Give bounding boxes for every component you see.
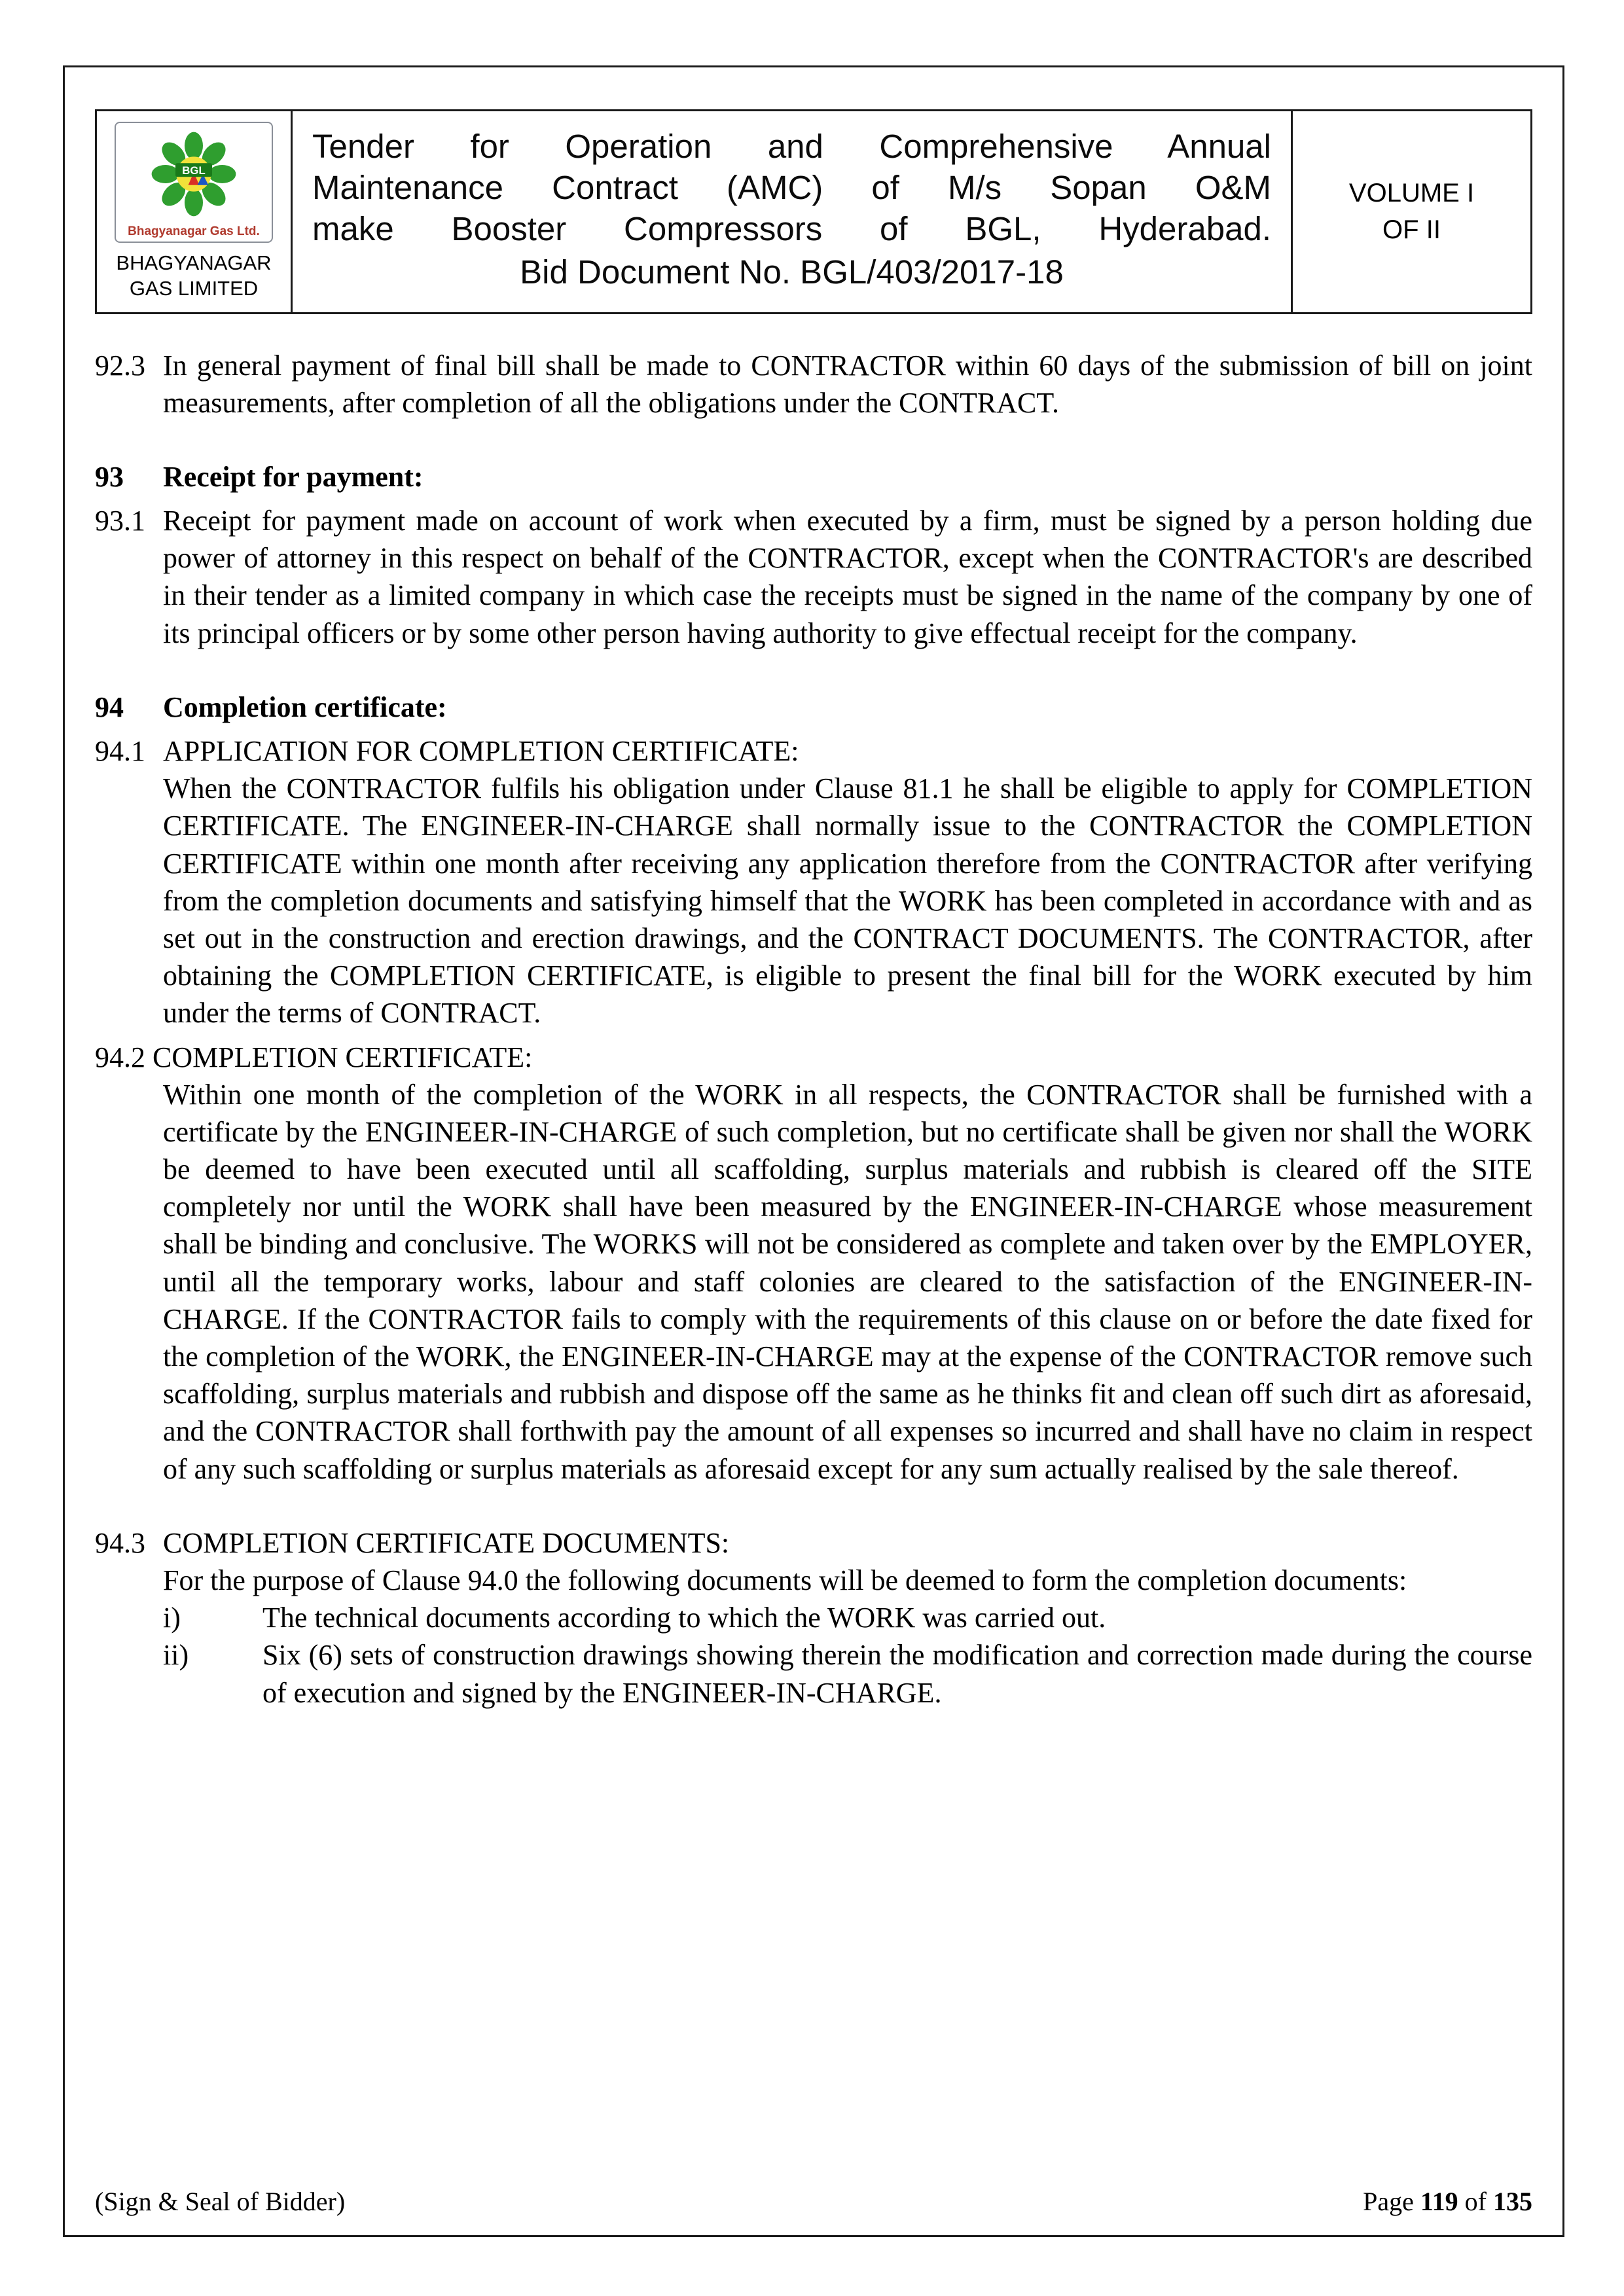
clause-text: Receipt for payment made on account of work when executed by a firm, must be signed by a person holding due power of attorney in this respect on behalf of the CONTRACTOR, except when the CONTRACTOR's are described in their tender as a limited company in which case the receipts must be signed in the name of the company by one of its principal officers or by some other person having authority to give effectual receipt for the company.	[163, 505, 1532, 649]
clause-body	[163, 1524, 1532, 1712]
clause-93-1	[95, 502, 1532, 652]
of-word: of	[1464, 2187, 1487, 2216]
section-number: 94	[95, 691, 124, 723]
clause-94-2	[95, 1039, 1532, 1488]
clause-number: 94.1	[95, 735, 145, 767]
list-item-text: The technical documents according to which the WORK was carried out.	[262, 1602, 1106, 1634]
document-header	[95, 109, 1532, 314]
sign-seal-label: (Sign & Seal of Bidder)	[95, 2187, 346, 2216]
list-item-marker: ii)	[163, 1639, 189, 1672]
clause-body	[163, 732, 1532, 1032]
section-number: 93	[95, 460, 124, 493]
clause-92-3	[95, 347, 1532, 422]
bgl-logo-icon	[148, 128, 240, 223]
volume-line-1: VOLUME I	[1348, 179, 1475, 208]
clause-number: 94.3	[95, 1526, 145, 1559]
clause-subheading: APPLICATION FOR COMPLETION CERTIFICATE:	[163, 735, 799, 767]
svg-text:BGL: BGL	[182, 164, 206, 177]
logo-caption: Bhagyanagar Gas Ltd.	[128, 224, 260, 238]
clause-text: Within one month of the completion of the WORK in all respects, the CONTRACTOR shall be furnished with a certificate by the ENGINEER-IN-CHARGE of such completion, but no certificate shall be given nor shall the WORK be deemed to have been executed until all scaffolding, surplus materials and rubbish is cleared off the SITE completely nor until the WORK shall have been measured by the ENGINEER-IN-CHARGE whose measurement shall be binding and conclusive. The WORKS will not be considered as complete and taken over by the EMPLOYER, until all the temporary works, labour and staff colonies are cleared to the satisfaction of the ENGINEER-IN-CHARGE. If the CONTRACTOR fails to comply with the requirements of this clause on or before the date fixed for the completion of the WORK, the ENGINEER-IN-CHARGE may at the expense of the CONTRACTOR remove such scaffolding, surplus materials and rubbish and dispose off the same as he thinks fit and clean off such dirt as aforesaid, and the CONTRACTOR shall forthwith pay the amount of all expenses so incurred and shall have no claim in respect of any such scaffolding or surplus materials as aforesaid except for any sum actually realised by the sale thereof.	[163, 1078, 1532, 1485]
list-item-marker: i)	[163, 1602, 181, 1634]
logo-frame	[115, 122, 273, 243]
clause-intro: For the purpose of Clause 94.0 the following documents will be deemed to form the completion documents:	[163, 1564, 1407, 1596]
list-item	[163, 1599, 1532, 1636]
title-line-2: Maintenance Contract (AMC) of M/s Sopan O&M	[312, 169, 1271, 207]
page-indicator	[1363, 2186, 1532, 2217]
clause-subheading: 94.2 COMPLETION CERTIFICATE:	[95, 1041, 533, 1073]
list-item-text: Six (6) sets of construction drawings showing therein the modification and correction made during the course of execution and signed by the ENGINEER-IN-CHARGE.	[262, 1639, 1532, 1709]
volume-line-2: OF II	[1382, 215, 1441, 245]
page-footer	[95, 2186, 1532, 2217]
clause-text: When the CONTRACTOR fulfils his obligation under Clause 81.1 he shall be eligible to apply for COMPLETION CERTIFICATE. The ENGINEER-IN-CHARGE shall normally issue to the CONTRACTOR the COMPLETION CERTIFICATE within one month after receiving any application therefore from the CONTRACTOR after verifying from the completion documents and satisfying himself that the WORK has been completed in accordance with and as set out in the construction and erection drawings, and the CONTRACT DOCUMENTS. The CONTRACTOR, after obtaining the COMPLETION CERTIFICATE, is eligible to present the final bill for the WORK executed by him under the terms of CONTRACT.	[163, 772, 1532, 1030]
clause-subheading: COMPLETION CERTIFICATE DOCUMENTS:	[163, 1526, 730, 1559]
list-item	[163, 1636, 1532, 1711]
clause-text: In general payment of final bill shall be made to CONTRACTOR within 60 days of the submission of bill on joint measurements, after completion of all the obligations under the CONTRACT.	[163, 349, 1532, 419]
section-title: Receipt for payment:	[163, 460, 424, 493]
section-heading-94	[95, 689, 1532, 726]
tender-title	[291, 111, 1291, 312]
section-title: Completion certificate:	[163, 691, 447, 723]
volume-label	[1291, 111, 1530, 312]
page-number: 119	[1420, 2187, 1458, 2216]
clause-94-3	[95, 1524, 1532, 1712]
document-body	[95, 347, 1532, 1712]
clause-number: 93.1	[95, 505, 145, 537]
clause-number: 92.3	[95, 349, 145, 382]
logo-cell	[97, 111, 291, 312]
section-heading-93	[95, 458, 1532, 495]
title-line-3: make Booster Compressors of BGL, Hyderabad.	[312, 210, 1271, 248]
bid-document-number: Bid Document No. BGL/403/2017-18	[520, 253, 1064, 291]
page-border-frame	[63, 65, 1564, 2237]
organization-name: BHAGYANAGAR GAS LIMITED	[116, 251, 272, 300]
page-total: 135	[1493, 2187, 1532, 2216]
clause-94-1	[95, 732, 1532, 1032]
page-word: Page	[1363, 2187, 1414, 2216]
title-line-1: Tender for Operation and Comprehensive Annual	[312, 128, 1271, 165]
